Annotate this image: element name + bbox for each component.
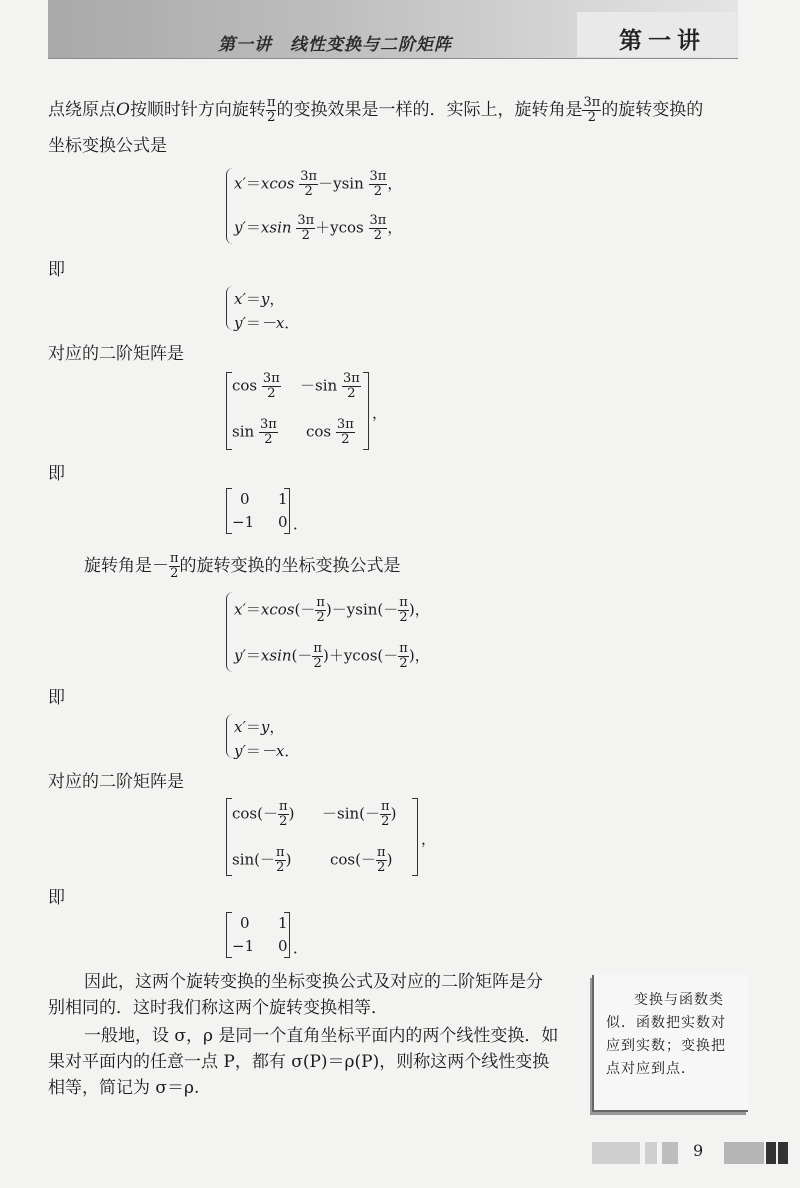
equation-x-prime-3pi: x′＝xcos $\frac{3\pi}{2}$ －ysin $\frac{3\pi}{2}$ ， — [234, 169, 403, 199]
equation-y-prime-neg-x: y′＝－x． — [234, 742, 300, 760]
conclusion-line-2: 别相同的．这时我们称这两个旋转变换相等． — [48, 998, 388, 1018]
matrix-bracket-right — [412, 798, 418, 876]
footer-bar — [592, 1142, 640, 1164]
matrix-cell: sin $\frac{3\pi}{2}$ — [232, 417, 277, 447]
equation-y-prime-neg-x: y′＝－x． — [234, 314, 300, 332]
page-number: 9 — [693, 1141, 704, 1160]
brace — [226, 592, 233, 672]
footer-bar — [662, 1142, 678, 1164]
matrix-cell: 0 — [240, 914, 250, 932]
matrix-cell: 0 — [240, 490, 250, 508]
brace — [226, 286, 233, 330]
matrix-bracket-right — [284, 912, 290, 958]
matrix-cell: −1 — [232, 937, 255, 955]
frac-3pi-over-2: $\frac{3\pi}{2}$ — [583, 95, 601, 125]
equation-y-prime-3pi: y′＝xsin $\frac{3\pi}{2}$ ＋ycos $\frac{3\pi}{2}$ ， — [234, 213, 403, 243]
paragraph-line-1 — [48, 96, 703, 125]
matrix-cell: －sin $\frac{3\pi}{2}$ — [300, 371, 360, 401]
matrix-cell: −1 — [232, 513, 255, 531]
matrix-cell: 1 — [278, 914, 288, 932]
equation-y-prime-neg-pi: y′＝xsin(－ $\frac{\pi}{2}$ )＋ycos(－ $\frac{\pi}{2}$ )， — [234, 641, 430, 671]
matrix-intro: 对应的二阶矩阵是 — [48, 772, 184, 792]
period: ． — [293, 515, 309, 533]
matrix-cell: 0 — [278, 513, 288, 531]
footer-bar — [766, 1142, 776, 1164]
period: ． — [293, 939, 309, 957]
text: 的变换效果是一样的．实际上，旋转角是 — [276, 100, 583, 120]
general-line-1: 一般地，设 σ，ρ 是同一个直角坐标平面内的两个线性变换．如 — [84, 1026, 559, 1046]
text: 点绕原点 — [48, 100, 116, 120]
matrix-cell: cos(－ $\frac{\pi}{2}$ ) — [232, 799, 295, 829]
running-header-title: 第一讲 线性变换与二阶矩阵 — [218, 35, 452, 55]
frac-pi-over-2: $\frac{\pi}{2}$ — [266, 95, 276, 125]
side-note — [592, 975, 748, 1112]
matrix-intro: 对应的二阶矩阵是 — [48, 344, 184, 364]
general-line-3: 相等，简记为 σ＝ρ. — [48, 1078, 200, 1098]
matrix-cell: cos(－ $\frac{\pi}{2}$ ) — [330, 845, 393, 875]
brace — [226, 168, 233, 244]
ji-label: 即 — [48, 688, 65, 708]
side-note-text: 变换与函数类似．函数把实数对应到实数；变换把点对应到点． — [606, 992, 726, 1077]
text: 的旋转变换的 — [601, 100, 704, 120]
point-o: O — [116, 100, 130, 120]
matrix-cell: sin(－ $\frac{\pi}{2}$ ) — [232, 845, 292, 875]
paragraph-rotation-neg: 旋转角是－ $\frac{\pi}{2}$ 的旋转变换的坐标变换公式是 — [84, 551, 401, 581]
chapter-badge — [577, 12, 737, 57]
ji-label: 即 — [48, 260, 65, 280]
equation-x-prime-y: x′＝y， — [234, 718, 285, 736]
equation-x-prime-y: x′＝y， — [234, 290, 285, 308]
equation-x-prime-neg-pi: x′＝xcos(－ $\frac{\pi}{2}$ )－ysin(－ $\frac{\pi}{2}$ )， — [234, 595, 430, 625]
ji-label: 即 — [48, 888, 65, 908]
matrix-cell: cos $\frac{3\pi}{2}$ — [232, 371, 280, 401]
chapter-badge-label: 第一讲 — [619, 28, 706, 54]
conclusion-line-1: 因此，这两个旋转变换的坐标变换公式及对应的二阶矩阵是分 — [84, 972, 543, 992]
matrix-cell: cos $\frac{3\pi}{2}$ — [306, 417, 354, 447]
ji-label: 即 — [48, 464, 65, 484]
matrix-bracket-right — [363, 372, 369, 450]
footer-bar — [645, 1142, 657, 1164]
matrix-cell: －sin(－ $\frac{\pi}{2}$ ) — [322, 799, 397, 829]
text: 按顺时针方向旋转 — [129, 100, 266, 120]
brace — [226, 714, 233, 758]
footer-bar — [724, 1142, 764, 1164]
comma: ， — [372, 404, 388, 422]
footer-bar — [778, 1142, 788, 1164]
paragraph-line-2: 坐标变换公式是 — [48, 136, 167, 156]
matrix-bracket-right — [284, 488, 290, 534]
matrix-cell: 1 — [278, 490, 288, 508]
matrix-cell: 0 — [278, 937, 288, 955]
general-line-2: 果对平面内的任意一点 P，都有 σ(P)＝ρ(P)，则称这两个线性变换 — [48, 1052, 550, 1072]
comma: ， — [421, 830, 437, 848]
